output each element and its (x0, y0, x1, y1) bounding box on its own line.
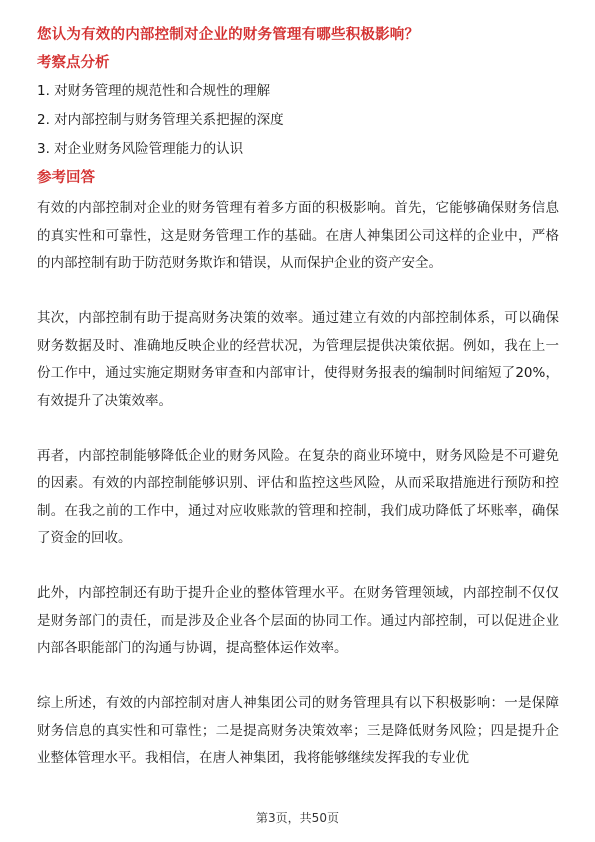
analysis-point: 3. 对企业财务风险管理能力的认识 (37, 141, 244, 157)
answer-paragraph: 此外，内部控制还有助于提升企业的整体管理水平。在财务管理领域，内部控制不仅仅是财务部门的责任，而是涉及企业各个层面的协同工作。通过内部控制，可以促进企业内部各职能部门的沟通与协调，提高整体运作效率。 (37, 585, 559, 656)
answer-paragraph: 有效的内部控制对企业的财务管理有着多方面的积极影响。首先，它能够确保财务信息的真实性和可靠性，这是财务管理工作的基础。在唐人神集团公司这样的企业中，严格的内部控制有助于防范财务欺诈和错误，从而保护企业的资产安全。 (37, 200, 559, 271)
analysis-point: 1. 对财务管理的规范性和合规性的理解 (37, 83, 271, 99)
answer-title: 参考回答 (37, 170, 95, 186)
analysis-title: 考察点分析 (37, 55, 110, 71)
answer-body (37, 195, 559, 773)
answer-paragraph: 其次，内部控制有助于提高财务决策的效率。通过建立有效的内部控制体系，可以确保财务数据及时、准确地反映企业的经营状况，为管理层提供决策依据。例如，我在上一份工作中，通过实施定期财务审查和内部审计，使得财务报表的编制时间缩短了20%，有效提升了决策效率。 (37, 310, 559, 409)
interview-question: 您认为有效的内部控制对企业的财务管理有哪些积极影响？ (37, 27, 420, 43)
answer-paragraph: 再者，内部控制能够降低企业的财务风险。在复杂的商业环境中，财务风险是不可避免的因素。有效的内部控制能够识别、评估和监控这些风险，从而采取措施进行预防和控制。在我之前的工作中，通过对应收账款的管理和控制，我们成功降低了坏账率，确保了资金的回收。 (37, 447, 559, 546)
page-content (37, 24, 559, 773)
analysis-point-list (37, 80, 559, 160)
page-number: 第3页，共50页 (256, 811, 339, 825)
analysis-point: 2. 对内部控制与财务管理关系把握的深度 (37, 112, 284, 128)
answer-paragraph: 综上所述，有效的内部控制对唐人神集团公司的财务管理具有以下积极影响：一是保障财务信息的真实性和可靠性；二是提高财务决策效率；三是降低财务风险；四是提升企业整体管理水平。我相信，在唐人神集团，我将能够继续发挥我的专业优 (37, 695, 559, 766)
